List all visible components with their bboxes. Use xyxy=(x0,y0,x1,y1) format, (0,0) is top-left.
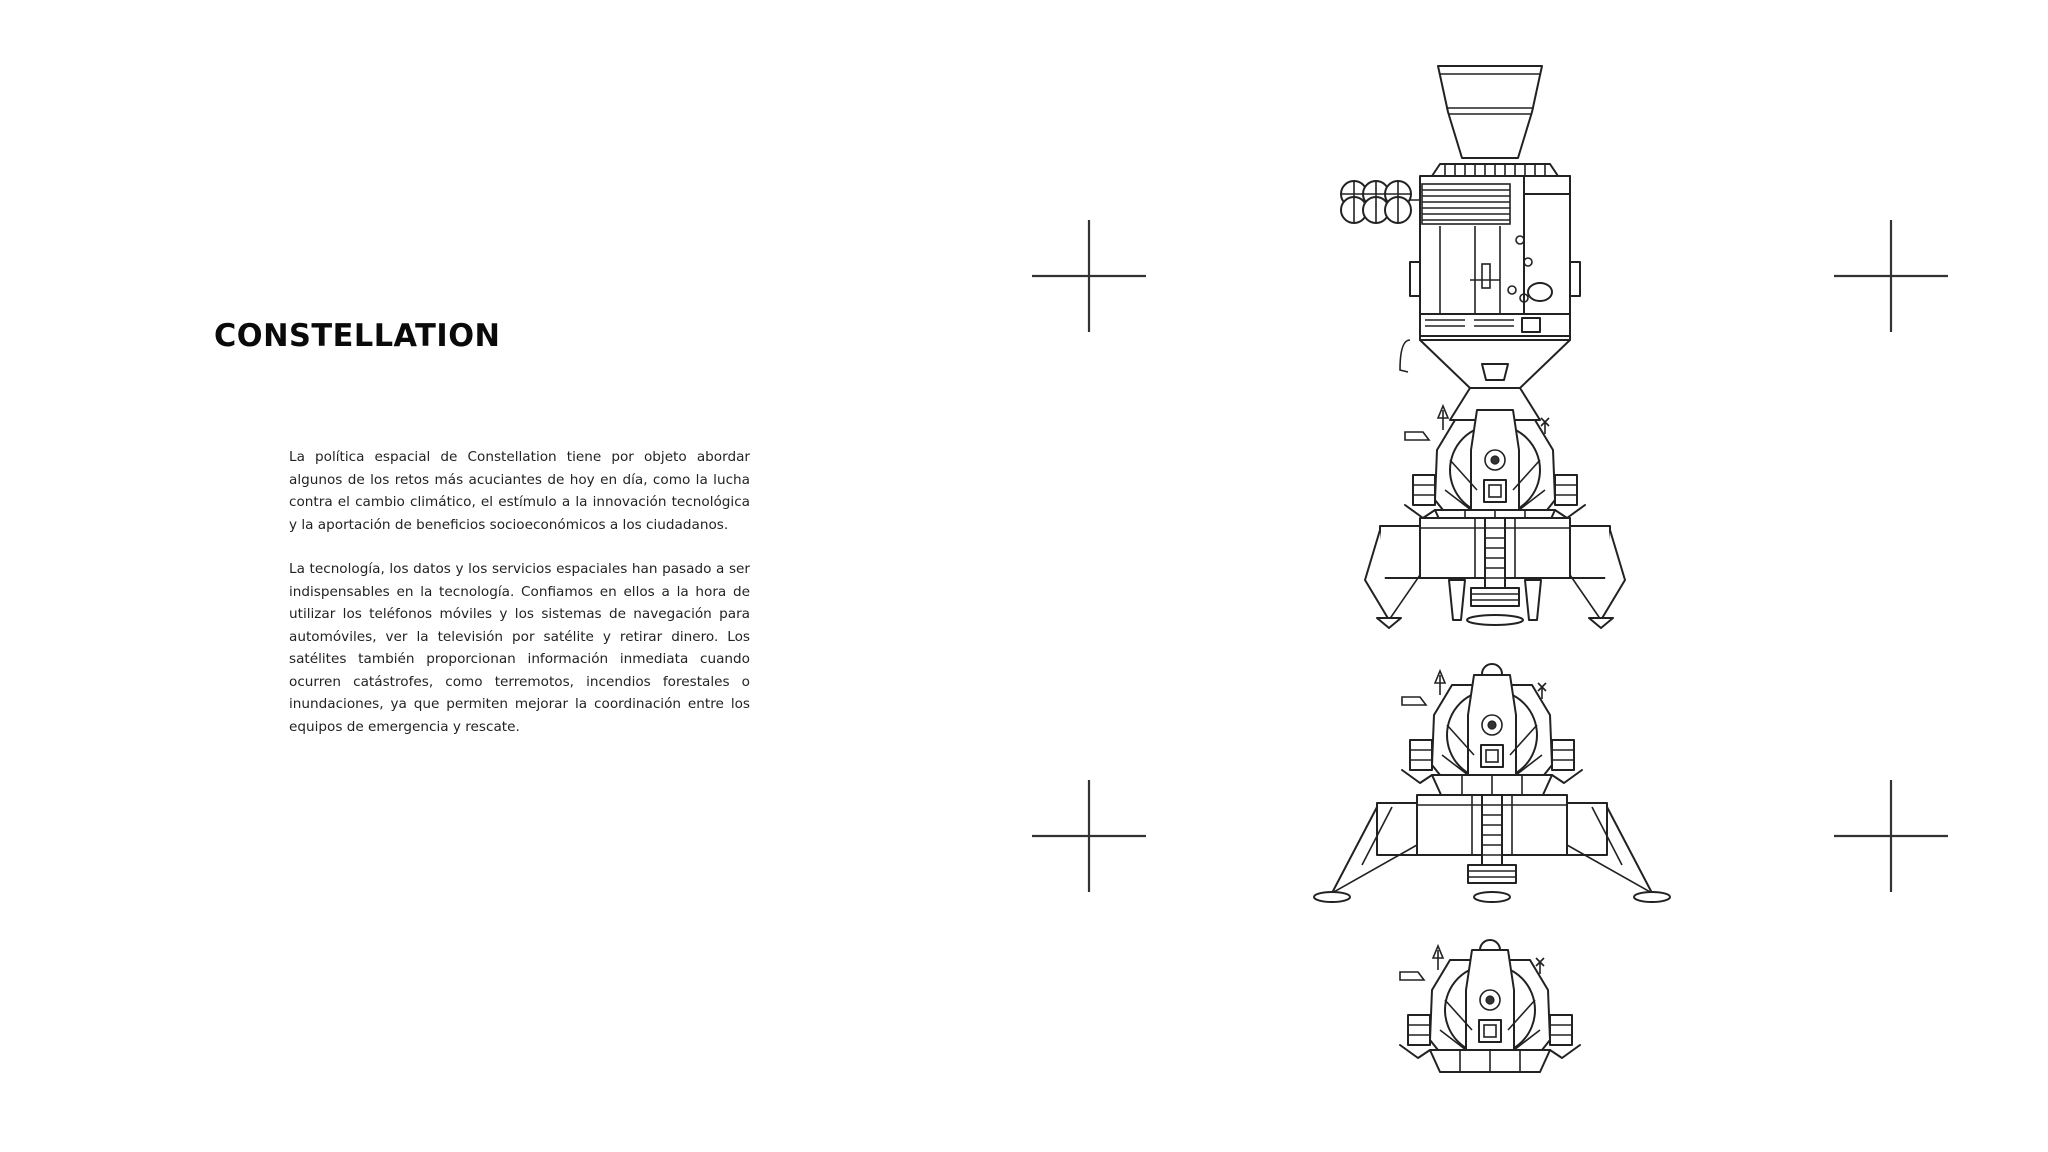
lunar-lander-icon xyxy=(1365,406,1625,628)
lunar-lander-icon xyxy=(1314,664,1670,902)
paragraph-technology: La tecnología, los datos y los servicios espaciales han pasado a ser indispensables en la tecnología. Confiamos en ellos a la hora de utilizar los teléfonos móviles y los sistemas de navegación para automóviles, ver la televisión por satélite y retirar dinero. Los satélites también proporcionan información inmediata cuando ocurren catástrofes, como terremotos, incendios forestales o inundaciones, ya que permiten mejorar la coordinación entre los equipos de emergencia y rescate. xyxy=(289,561,750,735)
lunar-lander-icon xyxy=(1400,940,1580,1072)
paragraph-intro: La política espacial de Constellation tiene por objeto abordar algunos de los retos más acuciantes de hoy en día, como la lucha contra el cambio climático, el estímulo a la innovación tecnológica y la aportación de beneficios socioeconómicos a los ciudadanos. xyxy=(289,449,750,533)
page-title: CONSTELLATION xyxy=(214,318,501,354)
command-module-icon xyxy=(1341,66,1580,420)
